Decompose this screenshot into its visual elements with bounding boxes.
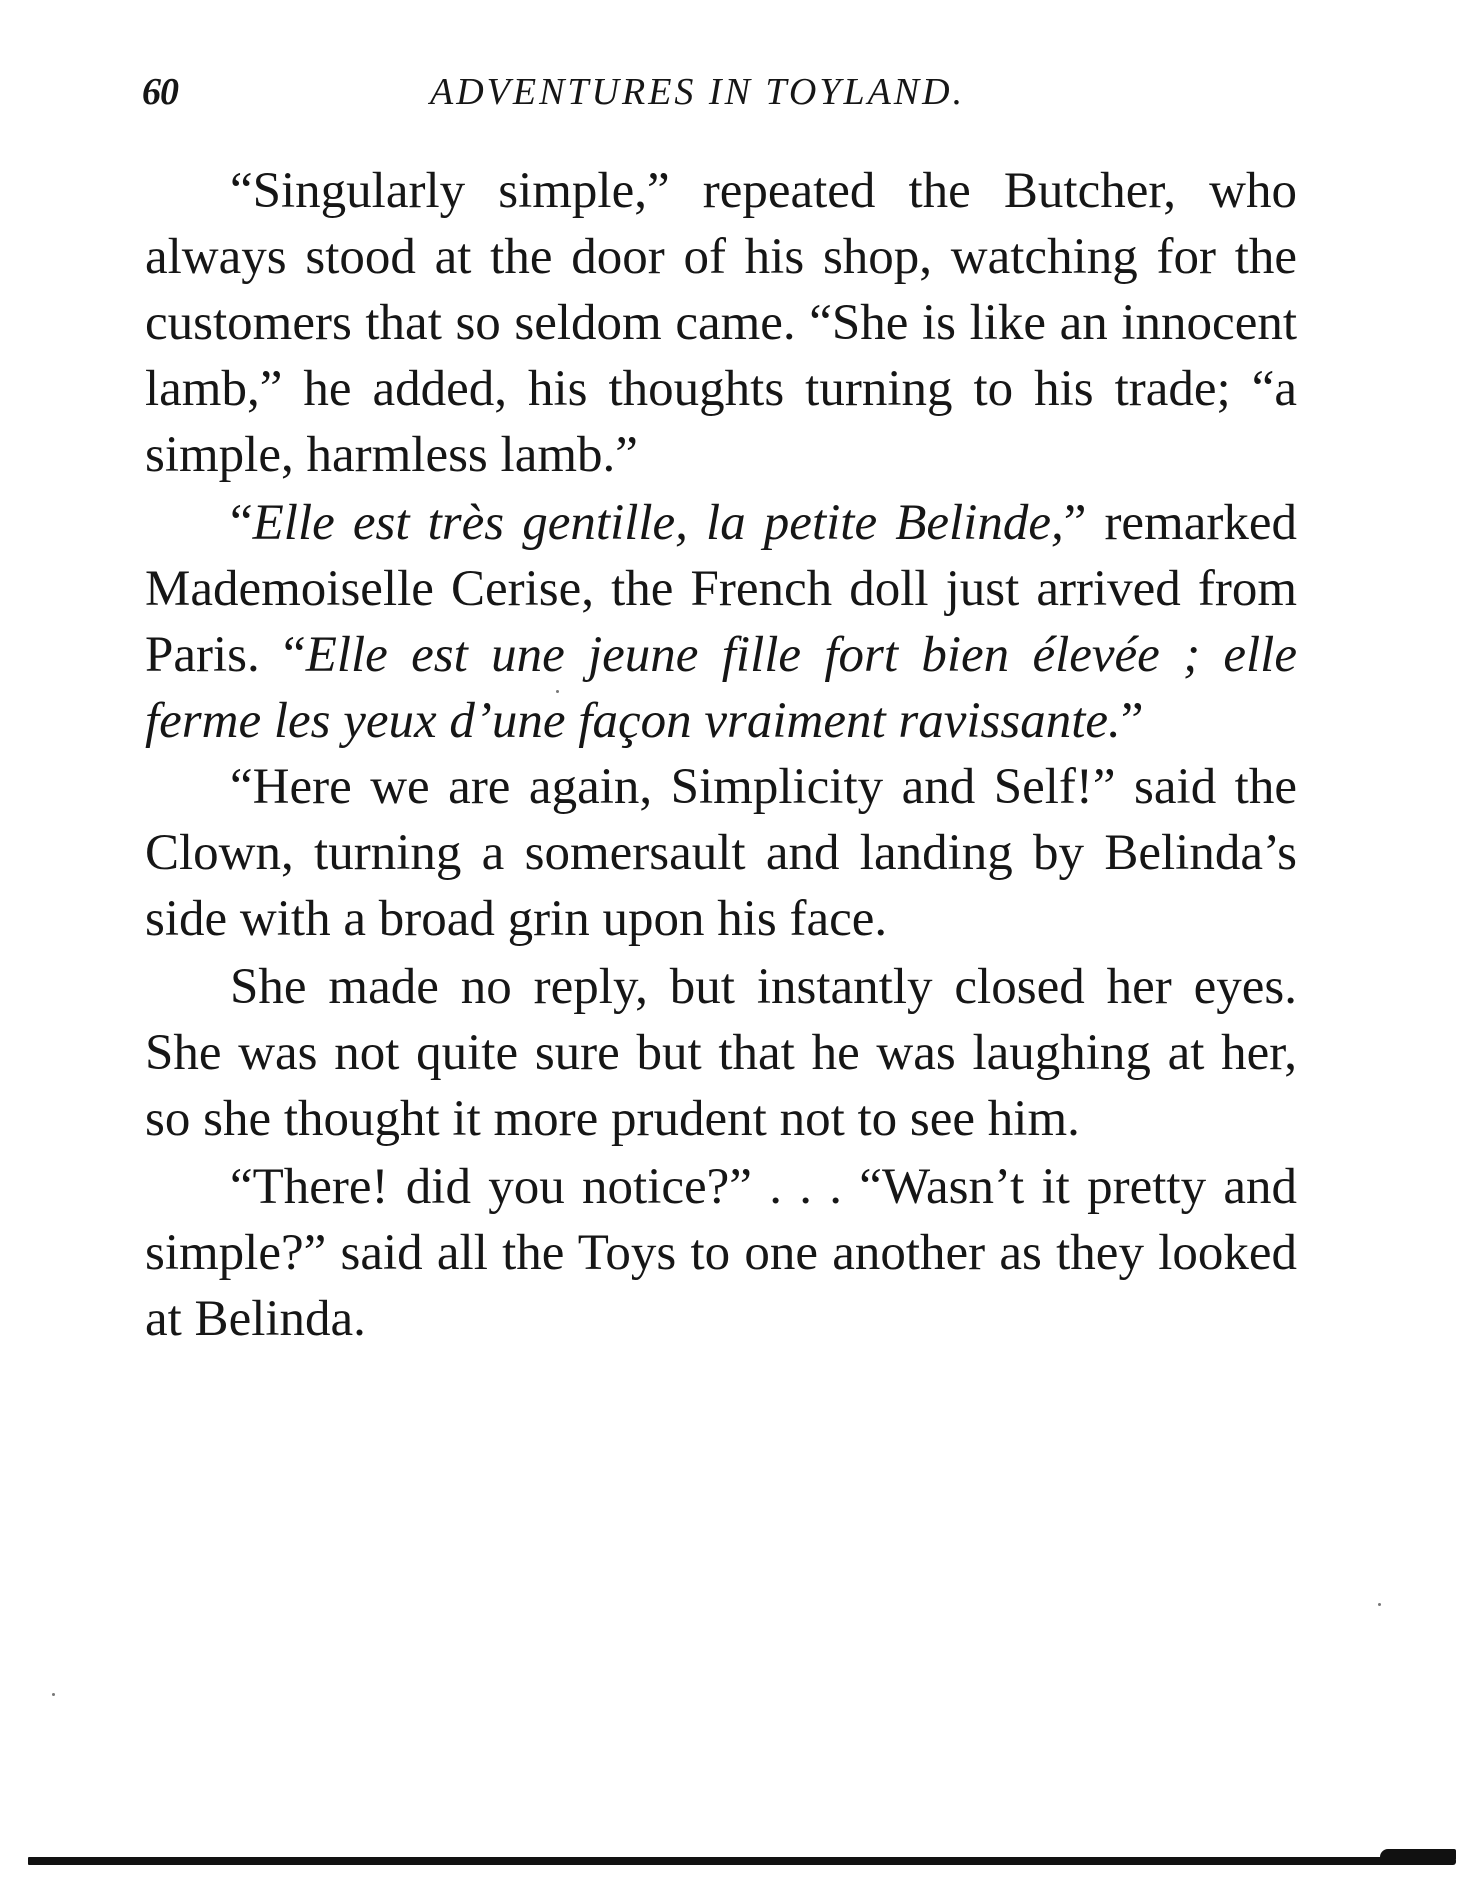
- paragraph: [145, 1154, 1297, 1352]
- paragraph: [145, 754, 1297, 952]
- text-segment: “Singularly simple,” repeated the Butcher, who always stood at the door of his shop, watching for the customers that so seldom came. “She is like an innocent lamb,” he added, his thoughts turning to his trade; “a simple, harmless lamb.”: [145, 163, 1297, 483]
- text-segment: ” remarked Mademoiselle Cerise, the French doll just arrived from Paris. “: [145, 495, 1297, 683]
- page-number: 60: [142, 71, 178, 113]
- running-head: ADVENTURES IN TOYLAND.: [430, 71, 966, 113]
- french-quote: Elle est très gentille, la petite Belinde,: [252, 495, 1064, 551]
- print-speck: [1378, 1603, 1381, 1606]
- paragraph: [145, 158, 1297, 488]
- paragraph: [145, 954, 1297, 1152]
- body-text: [145, 158, 1297, 1352]
- bottom-rule: [28, 1857, 1456, 1865]
- text-segment: “Here we are again, Simplicity and Self!” said the Clown, turning a somersault and landing by Belinda’s side with a broad grin upon his face.: [145, 759, 1297, 947]
- page-header: [140, 70, 1300, 120]
- print-speck: [556, 690, 559, 693]
- text-segment: She made no reply, but instantly closed her eyes. She was not quite sure but that he was laughing at her, so she thought it more prudent not to see him.: [145, 959, 1297, 1147]
- paragraph: [145, 490, 1297, 754]
- print-speck: [52, 1693, 55, 1696]
- text-segment: “: [230, 495, 253, 551]
- french-quote: Elle est une jeune fille fort bien élevée ; elle ferme les yeux d’une façon vraiment ravissante.: [145, 627, 1297, 749]
- text-segment: ”: [1120, 693, 1144, 749]
- text-segment: “There! did you notice?” . . . “Wasn’t it pretty and simple?” said all the Toys to one another as they looked at Belinda.: [145, 1159, 1297, 1347]
- bottom-rule-tail: [1380, 1849, 1456, 1859]
